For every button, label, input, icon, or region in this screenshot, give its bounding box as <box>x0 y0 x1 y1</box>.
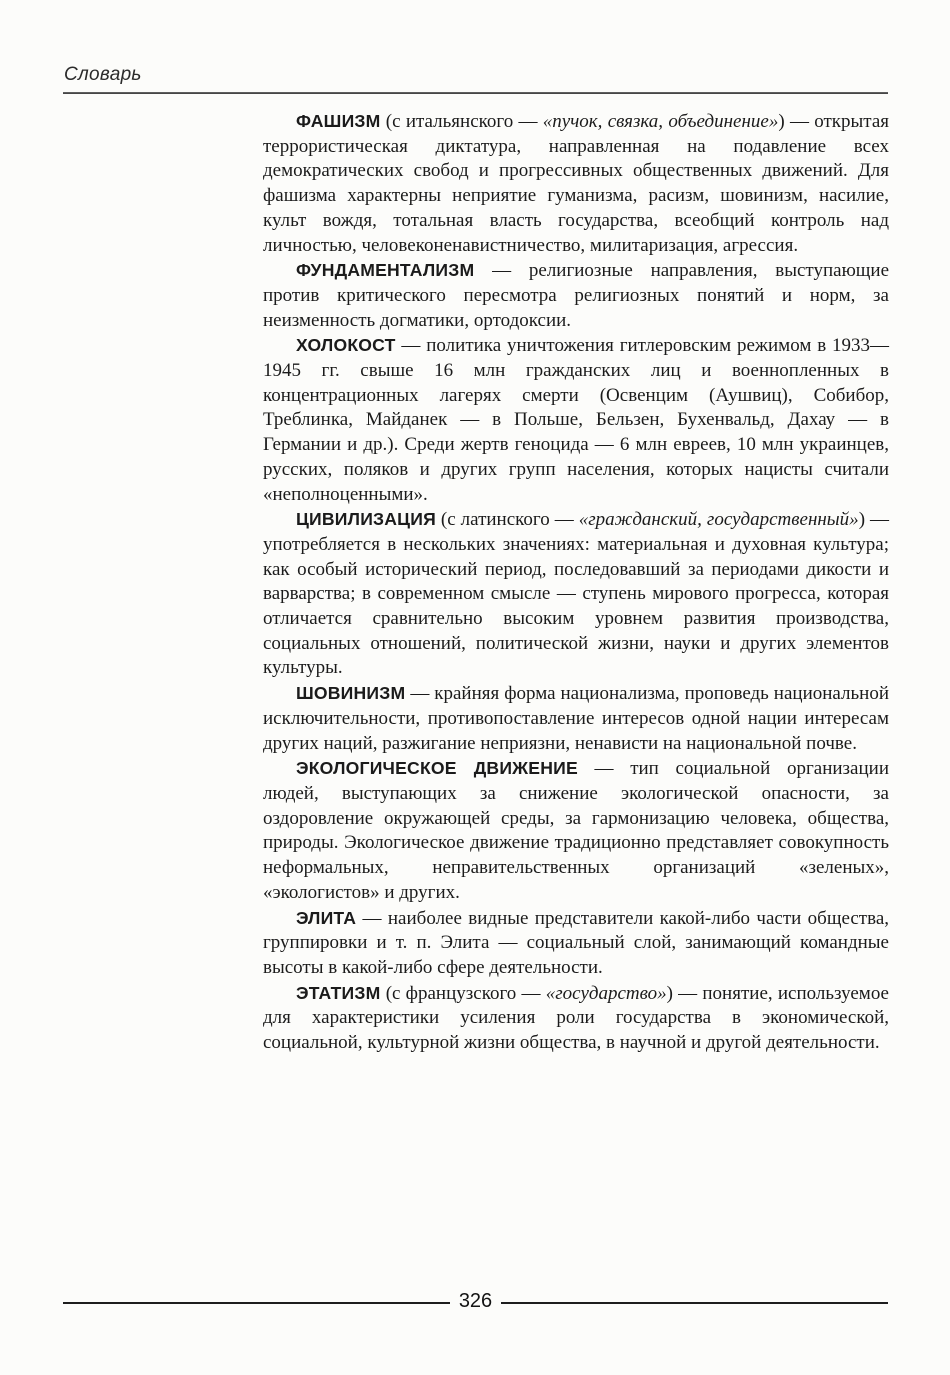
dictionary-entry-holocaust <box>263 333 889 507</box>
entry-text: (с латинского — <box>435 509 579 531</box>
footer-rule-left <box>63 1302 450 1304</box>
entry-etymology: «пучок, связка, объединение» <box>542 111 779 132</box>
entry-term: ЦИВИЛИЗАЦИЯ <box>296 509 436 530</box>
page-footer <box>63 1291 888 1314</box>
entry-text: — политика уничтожения гитлеровским режимом в 1933—1945 гг. свыше 16 млн гражданских лиц и военнопленных в концентрационных лагерях смерти (Освенцим (Аушвиц), Собибор, Треблинка, Майданек — в Польше, Бельзен, Бухенвальд, Дахау — в Германии и др.). Среди жертв геноцида — 6 млн евреев, 10 млн украинцев, русских, поляков и других групп населения, которых нацисты считали «неполноценными». <box>263 335 889 505</box>
entry-text: — тип социальной организации людей, выступающих за снижение экологической опасности, за оздоровление окружающей среды, за гармонизацию человека, общества, природы. Экологическое движение традиционно представляет совокупность неформальных, неправительственных организаций «зеленых», «экологистов» и других. <box>263 758 889 903</box>
entry-text: ) — открытая террористическая диктатура, направленная на подавление всех демократических свобод и прогрессивных общественных движений. Для фашизма характерны неприятие гуманизма, расизм, шовинизм, насилие, культ вождя, тотальная власть государства, всеобщий контроль над личностью, человеконенавистничество, милитаризация, агрессия. <box>263 111 889 256</box>
dictionary-entry-fascism <box>263 109 889 258</box>
running-head: Словарь <box>64 64 142 85</box>
page-number: 326 <box>458 1290 493 1312</box>
entry-text: (с французского — <box>380 982 546 1004</box>
dictionary-entry-etatism <box>263 981 889 1056</box>
entry-term: ШОВИНИЗМ <box>296 683 406 704</box>
entry-text: ) — понятие, используемое для характеристики усиления роли государства в экономической, социальной, культурной жизни общества, в научной и другой деятельности. <box>263 982 889 1054</box>
dictionary-entry-ecological-movement <box>263 756 889 905</box>
entry-etymology: «государство» <box>545 982 667 1004</box>
dictionary-entry-elite <box>263 906 889 981</box>
entry-term: ЭЛИТА <box>296 907 357 928</box>
dictionary-entry-chauvinism <box>263 681 889 756</box>
entry-text: — религиозные направления, выступающие против критического пересмотра религиозных понятий и норм, за неизменность догматики, ортодоксии. <box>263 260 889 331</box>
footer-rule-right <box>501 1302 888 1304</box>
entry-etymology: «гражданский, государственный» <box>578 509 859 531</box>
entry-term: ЭТАТИЗМ <box>296 982 381 1003</box>
dictionary-entry-civilization <box>263 507 889 681</box>
entry-text: — наиболее видные представители какой-либо части общества, группировки и т. п. Элита — социальный слой, занимающий командные высоты в какой-либо сфере деятельности. <box>263 907 889 978</box>
entry-text: (с итальянского — <box>380 111 543 132</box>
entry-term: ФУНДАМЕНТАЛИЗМ <box>296 260 475 281</box>
entry-text: — крайняя форма национализма, проповедь национальной исключительности, противопоставление интересов одной нации интересам других наций, разжигание неприязни, ненависти на национальной почве. <box>263 683 889 754</box>
header-rule <box>63 92 888 94</box>
entry-term: ХОЛОКОСТ <box>296 335 396 356</box>
dictionary-entry-fundamentalism <box>263 258 889 333</box>
entry-term: ФАШИЗМ <box>296 111 381 131</box>
entry-text: ) — употребляется в нескольких значениях: материальная и духовная культура; как особый исторический период, последовавший за периодами дикости и варварства; в современном смысле — ступень мирового прогресса, которая отличается сравнительно высоким уровнем развития производства, социальных отношений, политической жизни, науки и других элементов культуры. <box>263 509 890 679</box>
entry-term: ЭКОЛОГИЧЕСКОЕ ДВИЖЕНИЕ <box>296 758 578 779</box>
dictionary-text-block <box>263 109 889 1056</box>
